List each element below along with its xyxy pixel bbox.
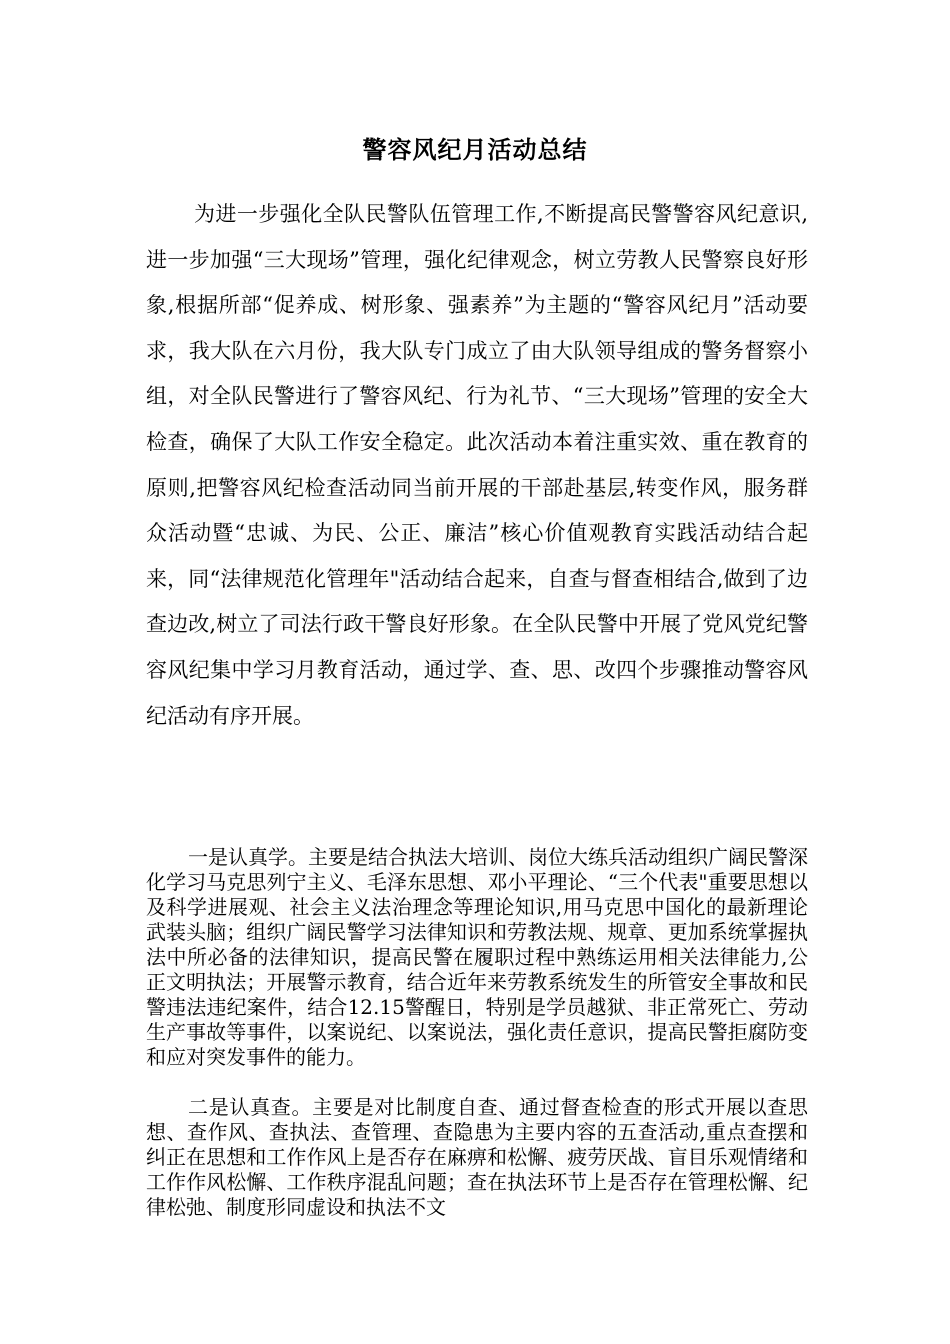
paragraph-study: 一是认真学。主要是结合执法大培训、岗位大练兵活动组织广阔民警深化学习马克思列宁主义、毛泽东思想、邓小平理论、“三个代表"重要思想以及科学进展观、社会主义法治理念等理论知识,用马克思中国化的最新理论武装头脑；组织广阔民警学习法律知识和劳教法规、规章、更加系统掌握执法中所必备的法律知识，提高民警在履职过程中熟练运用相关法律能力,公正文明执法；开展警示教育，结合近年来劳教系统发生的所管安全事故和民警违法违纪案件，结合12.15警醒日，特别是学员越狱、非正常死亡、劳动生产事故等事件，以案说纪、以案说法，强化责任意识，提高民警拒腐防变和应对突发事件的能力。 xyxy=(146,845,808,1069)
intro-paragraph: 为进一步强化全队民警队伍管理工作,不断提高民警警容风纪意识,进一步加强“三大现场”管理，强化纪律观念，树立劳教人民警察良好形象,根据所部“促养成、树形象、强素养”为主题的“警容风纪月”活动要求，我大队在六月份，我大队专门成立了由大队领导组成的警务督察小组，对全队民警进行了警容风纪、行为礼节、“三大现场”管理的安全大检查，确保了大队工作安全稳定。此次活动本着注重实效、重在教育的原则,把警容风纪检查活动同当前开展的干部赴基层,转变作风，服务群众活动暨“忠诚、为民、公正、廉洁”核心价值观教育实践活动结合起来，同“法律规范化管理年"活动结合起来，自查与督查相结合,做到了边查边改,树立了司法行政干警良好形象。在全队民警中开展了党风党纪警容风纪集中学习月教育活动，通过学、查、思、改四个步骤推动警容风纪活动有序开展。 xyxy=(146,202,808,728)
paragraph-check: 二是认真查。主要是对比制度自查、通过督查检查的形式开展以查思想、查作风、查执法、查管理、查隐患为主要内容的五查活动,重点查摆和纠正在思想和工作作风上是否存在麻痹和松懈、疲劳厌战、盲目乐观情绪和工作作风松懈、工作秩序混乱问题；查在执法环节上是否存在管理松懈、纪律松弛、制度形同虚设和执法不文 xyxy=(146,1095,808,1219)
document-title: 警容风纪月活动总结 xyxy=(362,135,588,164)
